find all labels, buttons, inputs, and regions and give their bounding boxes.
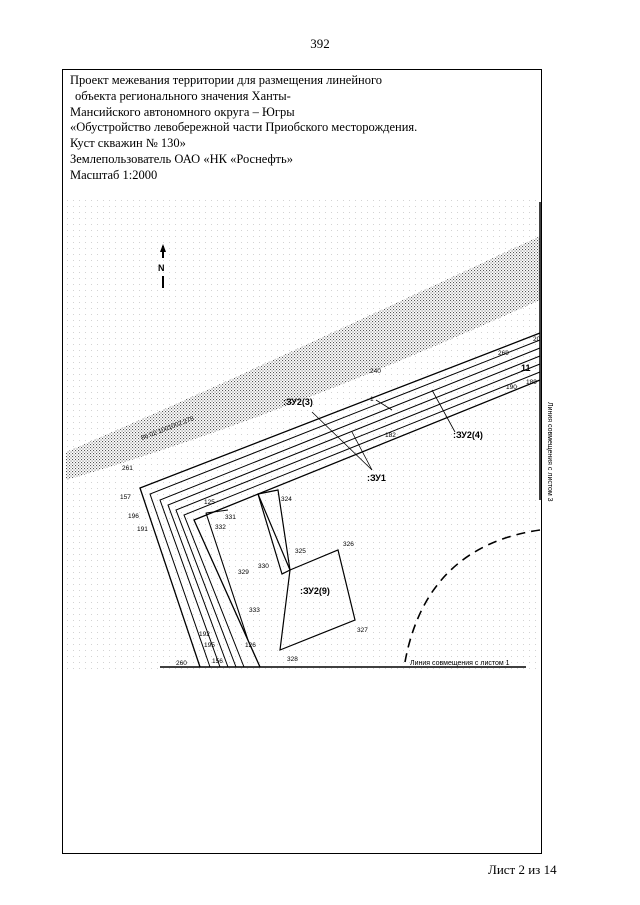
title-line-5: Куст скважин № 130» bbox=[70, 136, 186, 151]
parcel-zu1-label: :ЗУ1 bbox=[367, 473, 386, 483]
point-325: 325 bbox=[295, 548, 306, 555]
point-261: 261 bbox=[122, 465, 133, 472]
sheet-footer: Лист 2 из 14 bbox=[488, 862, 557, 877]
point-331: 331 bbox=[225, 514, 236, 521]
point-157: 157 bbox=[120, 494, 131, 501]
title-line-3: Мансийского автономного округа – Югры bbox=[70, 104, 295, 119]
north-label: N bbox=[158, 263, 165, 273]
point-182: 182 bbox=[385, 432, 396, 439]
cadastral-number: 86:02:1001002:278 bbox=[140, 415, 196, 442]
point-260: 260 bbox=[176, 660, 187, 667]
match-line-sheet1-label: Линия совмещения с листом 1 bbox=[410, 660, 510, 667]
title-line-2: объекта регионального значения Ханты- bbox=[75, 88, 291, 103]
point-330: 330 bbox=[258, 563, 269, 570]
parcel-zu2-9-label: :ЗУ2(9) bbox=[300, 586, 330, 596]
title-line-1: Проект межевания территории для размещения линейного bbox=[70, 73, 383, 87]
parcel-zu2-3-label: :ЗУ2(3) bbox=[283, 397, 313, 407]
point-125: 125 bbox=[204, 499, 215, 506]
land-user-line: Землепользователь ОАО «НК «Роснефть» bbox=[70, 151, 293, 166]
parcel-zu2-4-label: :ЗУ2(4) bbox=[453, 430, 483, 440]
point-195: 195 bbox=[204, 642, 215, 649]
point-189: 189 bbox=[526, 379, 537, 386]
point-11: 11 bbox=[521, 363, 531, 373]
match-line-sheet3-label: Линия совмещения с листом 3 bbox=[546, 402, 553, 502]
point-333: 333 bbox=[249, 607, 260, 614]
point-1: 1 bbox=[370, 396, 374, 403]
page-number: 392 bbox=[310, 36, 330, 51]
point-192: 192 bbox=[199, 631, 210, 638]
point-190: 190 bbox=[506, 384, 517, 391]
point-326: 326 bbox=[343, 541, 354, 548]
point-328: 328 bbox=[287, 656, 298, 663]
point-269: 269 bbox=[498, 350, 509, 357]
title-line-4: «Обустройство левобережной части Приобского месторождения. bbox=[70, 120, 418, 135]
point-196: 196 bbox=[128, 513, 139, 520]
point-327: 327 bbox=[357, 627, 368, 634]
point-240: 240 bbox=[370, 368, 381, 375]
point-329: 329 bbox=[238, 569, 249, 576]
point-126: 126 bbox=[245, 642, 256, 649]
point-324: 324 bbox=[281, 496, 292, 503]
point-20: 20 bbox=[533, 336, 541, 343]
point-332: 332 bbox=[215, 524, 226, 531]
point-191: 191 bbox=[137, 526, 148, 533]
point-156: 156 bbox=[212, 658, 223, 665]
scale-line: Масштаб 1:2000 bbox=[70, 167, 158, 182]
